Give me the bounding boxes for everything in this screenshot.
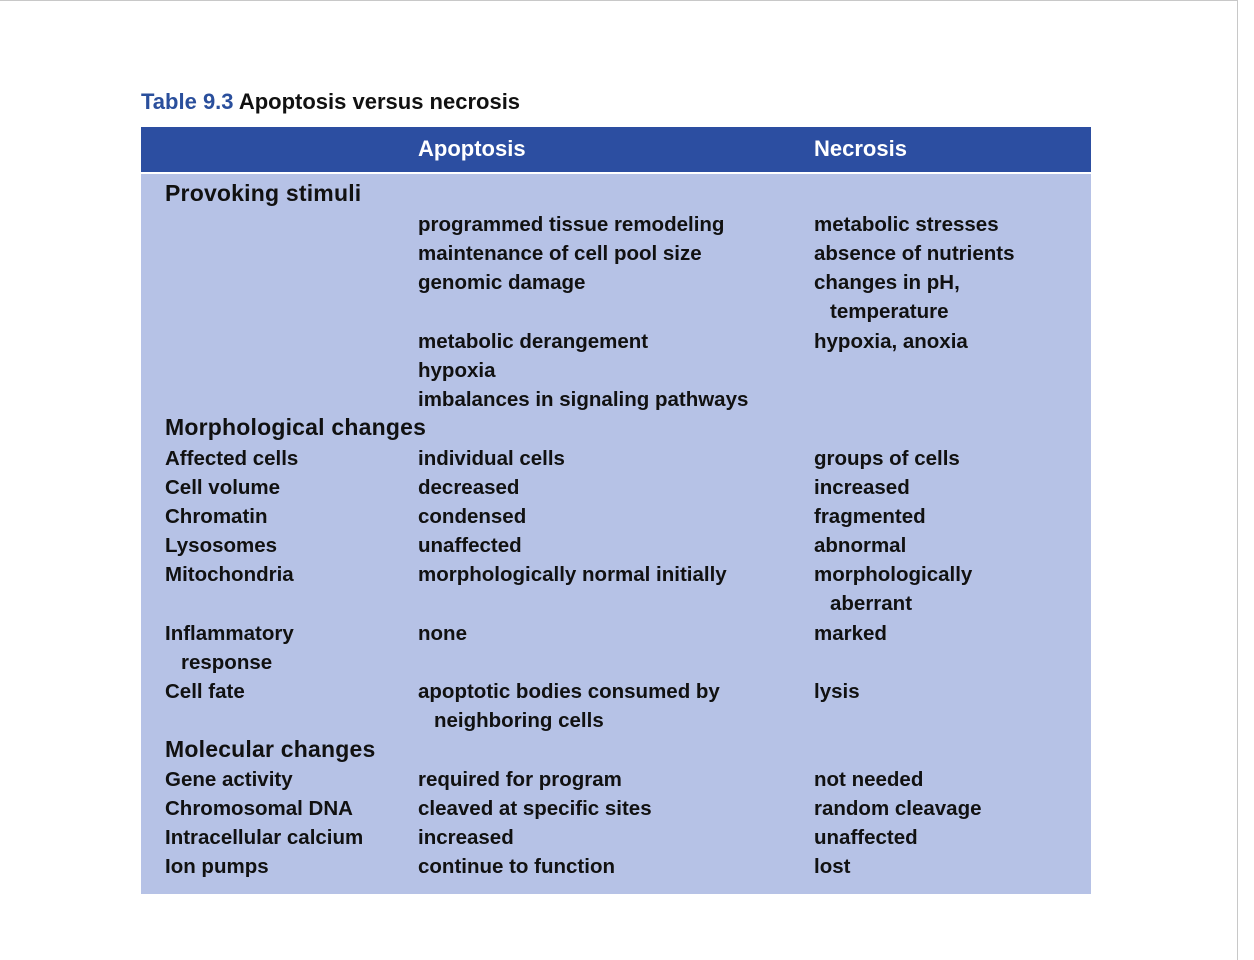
cell-text: decreased: [418, 476, 520, 499]
table-number: Table 9.3: [141, 89, 234, 114]
cell-text: changes in pH,: [814, 271, 960, 294]
section-provoking-stimuli: Provoking stimuli: [165, 180, 362, 206]
cell-text: temperature: [830, 300, 949, 323]
cell-text: marked: [814, 622, 887, 645]
cell-text: morphologically: [814, 563, 973, 586]
comparison-table: [141, 127, 1091, 894]
cell-text: programmed tissue remodeling: [418, 213, 725, 236]
section-morphological-changes: Morphological changes: [165, 414, 427, 440]
row-label: Ion pumps: [165, 855, 269, 878]
table-caption: [141, 89, 520, 115]
cell-text: absence of nutrients: [814, 242, 1015, 265]
cell-text: imbalances in signaling pathways: [418, 388, 749, 411]
cell-text: metabolic stresses: [814, 213, 999, 236]
row-label: Mitochondria: [165, 563, 294, 586]
header-col-necrosis: Necrosis: [814, 136, 907, 161]
cell-text: individual cells: [418, 447, 565, 470]
row-label: Affected cells: [165, 447, 299, 470]
cell-text: genomic damage: [418, 271, 586, 294]
section-molecular-changes: Molecular changes: [165, 736, 376, 762]
cell-text: condensed: [418, 505, 527, 528]
cell-text: continue to function: [418, 855, 615, 878]
cell-text: abnormal: [814, 534, 907, 557]
cell-text: lost: [814, 855, 851, 878]
row-label: Chromatin: [165, 505, 268, 528]
row-label: Intracellular calcium: [165, 826, 364, 849]
row-label: Cell fate: [165, 680, 245, 703]
cell-text: fragmented: [814, 505, 926, 528]
cell-text: increased: [814, 476, 910, 499]
table-title: Apoptosis versus necrosis: [238, 89, 521, 114]
row-label: Cell volume: [165, 476, 281, 499]
row-label: response: [181, 651, 273, 674]
cell-text: unaffected: [814, 826, 918, 849]
cell-text: increased: [418, 826, 514, 849]
row-label: Gene activity: [165, 768, 293, 791]
cell-text: morphologically normal initially: [418, 563, 727, 586]
cell-text: metabolic derangement: [418, 330, 649, 353]
cell-text: hypoxia: [418, 359, 496, 382]
cell-text: neighboring cells: [434, 709, 604, 732]
cell-text: none: [418, 622, 467, 645]
cell-text: unaffected: [418, 534, 522, 557]
cell-text: groups of cells: [814, 447, 960, 470]
cell-text: apoptotic bodies consumed by: [418, 680, 720, 703]
row-label: Inflammatory: [165, 622, 294, 645]
table-header-row: [141, 127, 1091, 174]
cell-text: aberrant: [830, 592, 913, 615]
cell-text: lysis: [814, 680, 860, 703]
cell-text: hypoxia, anoxia: [814, 330, 968, 353]
row-label: Chromosomal DNA: [165, 797, 353, 820]
cell-text: required for program: [418, 768, 622, 791]
cell-text: not needed: [814, 768, 924, 791]
row-label: Lysosomes: [165, 534, 278, 557]
header-col-apoptosis: Apoptosis: [418, 136, 526, 161]
cell-text: maintenance of cell pool size: [418, 242, 702, 265]
cell-text: cleaved at specific sites: [418, 797, 652, 820]
cell-text: random cleavage: [814, 797, 982, 820]
